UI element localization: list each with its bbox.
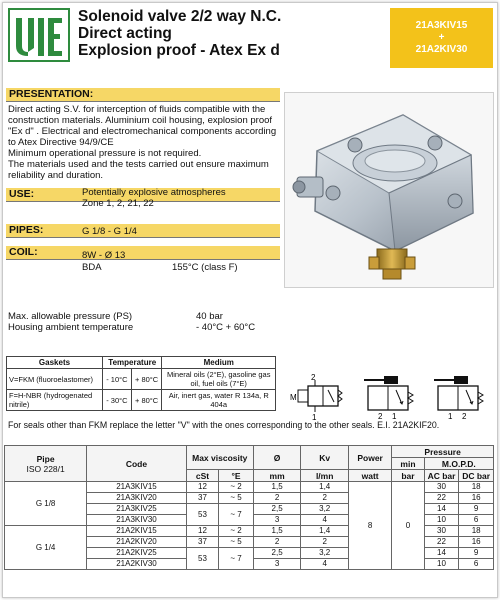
models-table xyxy=(4,445,494,570)
cst-cell: 12 xyxy=(186,482,218,493)
presentation-heading: PRESENTATION: xyxy=(6,88,280,101)
ac-cell: 14 xyxy=(424,504,459,515)
coil-temperature: 155°C (class F) xyxy=(172,262,238,273)
ambient-temp-label: Housing ambient temperature xyxy=(8,322,134,333)
kv-cell: 2 xyxy=(301,537,349,548)
cst-header: cSt xyxy=(186,470,218,482)
code-cell: 21A3KIV15 xyxy=(87,482,187,493)
bar-header: bar xyxy=(392,470,424,482)
ac-bar-header: AC bar xyxy=(424,470,459,482)
code-cell: 21A3KIV25 xyxy=(87,504,187,515)
port-1-label: 1 xyxy=(448,412,453,420)
pipe-header xyxy=(5,446,87,482)
e-cell: ~ 5 xyxy=(219,537,254,548)
e-cell: ~ 7 xyxy=(219,548,254,570)
medium-cell: Air, inert gas, water R 134a, R 404a xyxy=(162,390,276,411)
product-photo xyxy=(284,92,494,288)
ac-cell: 22 xyxy=(424,537,459,548)
code-cell: 21A3KIV30 xyxy=(87,515,187,526)
port-1-label: 1 xyxy=(392,412,397,420)
pipes-heading: PIPES: xyxy=(6,224,280,237)
product-title xyxy=(78,8,388,59)
code-cell: 21A2KIV30 xyxy=(87,559,187,570)
max-pressure-value: 40 bar xyxy=(196,311,223,322)
dc-cell: 18 xyxy=(459,526,494,537)
pipe-header-label: Pipe xyxy=(36,453,55,464)
valve-illustration xyxy=(285,93,494,288)
e-cell: ~ 2 xyxy=(219,482,254,493)
mm-cell: 2 xyxy=(253,493,301,504)
port-2-label: 2 xyxy=(462,412,467,420)
presentation-line: Minimum operational pressure is not required. xyxy=(8,148,202,159)
temp-max-cell: + 80°C xyxy=(131,369,162,390)
valve-symbol-detail-1 xyxy=(358,372,420,420)
use-heading: USE: xyxy=(6,188,280,201)
code-header: Code xyxy=(87,446,187,482)
ac-cell: 14 xyxy=(424,548,459,559)
kv-cell: 2 xyxy=(301,493,349,504)
lmin-header: l/mn xyxy=(301,470,349,482)
dc-cell: 6 xyxy=(459,559,494,570)
ac-cell: 30 xyxy=(424,482,459,493)
code-cell: 21A2KIV20 xyxy=(87,537,187,548)
mopd-header: M.O.P.D. xyxy=(424,458,493,470)
mm-cell: 2,5 xyxy=(253,504,301,515)
port-1-label: 1 xyxy=(312,413,317,420)
kv-header: Kv xyxy=(301,446,349,470)
dc-cell: 9 xyxy=(459,548,494,559)
kv-cell: 4 xyxy=(301,515,349,526)
e-cell: ~ 2 xyxy=(219,526,254,537)
max-viscosity-header: Max viscosity xyxy=(186,446,253,470)
dc-cell: 16 xyxy=(459,537,494,548)
presentation-line: reliability and duration. xyxy=(8,170,104,181)
title-line-1: Solenoid valve 2/2 way N.C. xyxy=(78,8,282,25)
product-codes-box xyxy=(390,8,493,68)
medium-header: Medium xyxy=(162,357,276,369)
code-cell: 21A2KIV25 xyxy=(87,548,187,559)
presentation-text xyxy=(8,104,283,181)
cst-cell: 12 xyxy=(186,526,218,537)
medium-cell: Mineral oils (2°E), gasoline gas oil, fuel oils (7°E) xyxy=(162,369,276,390)
presentation-line: construction materials. Aluminium coil housing, explosion proof xyxy=(8,115,273,126)
ac-cell: 22 xyxy=(424,493,459,504)
valve-symbol-detail-2 xyxy=(428,372,490,420)
max-pressure-label: Max. allowable pressure (PS) xyxy=(8,311,133,322)
gasket-cell: F=H-NBR (hydrogenated nitrile) xyxy=(7,390,103,411)
cst-cell: 37 xyxy=(186,537,218,548)
coil-heading: COIL: xyxy=(6,246,280,259)
ac-cell: 30 xyxy=(424,526,459,537)
cst-cell: 53 xyxy=(186,548,218,570)
title-line-2: Direct acting xyxy=(78,25,172,42)
dc-cell: 9 xyxy=(459,504,494,515)
mm-cell: 3 xyxy=(253,515,301,526)
presentation-line: Direct acting S.V. for interception of fluids compatible with the xyxy=(8,104,266,115)
dc-cell: 6 xyxy=(459,515,494,526)
temp-min-cell: - 30°C xyxy=(103,390,132,411)
e-header: °E xyxy=(219,470,254,482)
power-header: Power xyxy=(348,446,391,470)
gasket-header: Gaskets xyxy=(7,357,103,369)
coil-line-1: 8W - Ø 13 xyxy=(82,250,126,261)
min-cell: 0 xyxy=(392,482,424,570)
product-code-1: 21A3KIV15 xyxy=(415,20,468,31)
mm-cell: 1,5 xyxy=(253,526,301,537)
min-header: min xyxy=(392,458,424,470)
port-2-label: 2 xyxy=(311,373,316,382)
presentation-line: The materials used and the tests carried out ensure maximum xyxy=(8,159,269,170)
presentation-line: to Atex Directive 94/9/CE xyxy=(8,137,114,148)
code-cell: 21A2KIV15 xyxy=(87,526,187,537)
mm-cell: 2,5 xyxy=(253,548,301,559)
seal-note: For seals other than FKM replace the letter "V" with the ones corresponding to the other seals. E.I. 21A2KIF20. xyxy=(8,420,440,430)
presentation-line: "Ex d" . Electrical and electromechanical components according xyxy=(8,126,277,137)
gasket-row xyxy=(7,390,276,411)
power-cell: 8 xyxy=(348,482,391,570)
coil-line-2: BDA xyxy=(82,262,102,273)
pipe-cell: G 1/4 xyxy=(5,526,87,570)
gasket-table xyxy=(6,356,276,411)
product-code-separator: + xyxy=(438,32,445,43)
ambient-temp-value: - 40°C + 60°C xyxy=(196,322,256,333)
use-line-2: Zone 1, 2, 21, 22 xyxy=(82,198,154,209)
dc-cell: 16 xyxy=(459,493,494,504)
temp-max-cell: + 80°C xyxy=(131,390,162,411)
mm-cell: 1,5 xyxy=(253,482,301,493)
valve-symbol-solenoid xyxy=(290,372,350,420)
product-code-2: 21A2KIV30 xyxy=(415,44,468,55)
kv-cell: 3,2 xyxy=(301,548,349,559)
kv-cell: 3,2 xyxy=(301,504,349,515)
code-cell: 21A3KIV20 xyxy=(87,493,187,504)
e-cell: ~ 5 xyxy=(219,493,254,504)
cst-cell: 37 xyxy=(186,493,218,504)
gasket-cell: V=FKM (fluoroelastomer) xyxy=(7,369,103,390)
e-cell: ~ 7 xyxy=(219,504,254,526)
temperature-header: Temperature xyxy=(103,357,162,369)
pressure-header: Pressure xyxy=(392,446,494,458)
kv-cell: 1,4 xyxy=(301,482,349,493)
mm-cell: 3 xyxy=(253,559,301,570)
port-2-label: 2 xyxy=(378,412,383,420)
ac-cell: 10 xyxy=(424,559,459,570)
kv-cell: 4 xyxy=(301,559,349,570)
pipe-cell: G 1/8 xyxy=(5,482,87,526)
diameter-header: Ø xyxy=(253,446,301,470)
pipes-value: G 1/8 - G 1/4 xyxy=(82,226,137,237)
dc-bar-header: DC bar xyxy=(459,470,494,482)
title-line-3: Explosion proof - Atex Ex d xyxy=(78,42,280,59)
solenoid-m-label: M xyxy=(290,393,297,402)
mm-cell: 2 xyxy=(253,537,301,548)
dc-cell: 18 xyxy=(459,482,494,493)
temp-min-cell: - 10°C xyxy=(103,369,132,390)
kv-cell: 1,4 xyxy=(301,526,349,537)
use-line-1: Potentially explosive atmospheres xyxy=(82,187,226,198)
cst-cell: 53 xyxy=(186,504,218,526)
ac-cell: 10 xyxy=(424,515,459,526)
table-row xyxy=(5,482,494,493)
pipe-header-sub: ISO 228/1 xyxy=(26,463,65,474)
mm-header: mm xyxy=(253,470,301,482)
gasket-row xyxy=(7,369,276,390)
watt-header: watt xyxy=(348,470,391,482)
company-logo xyxy=(8,8,70,62)
